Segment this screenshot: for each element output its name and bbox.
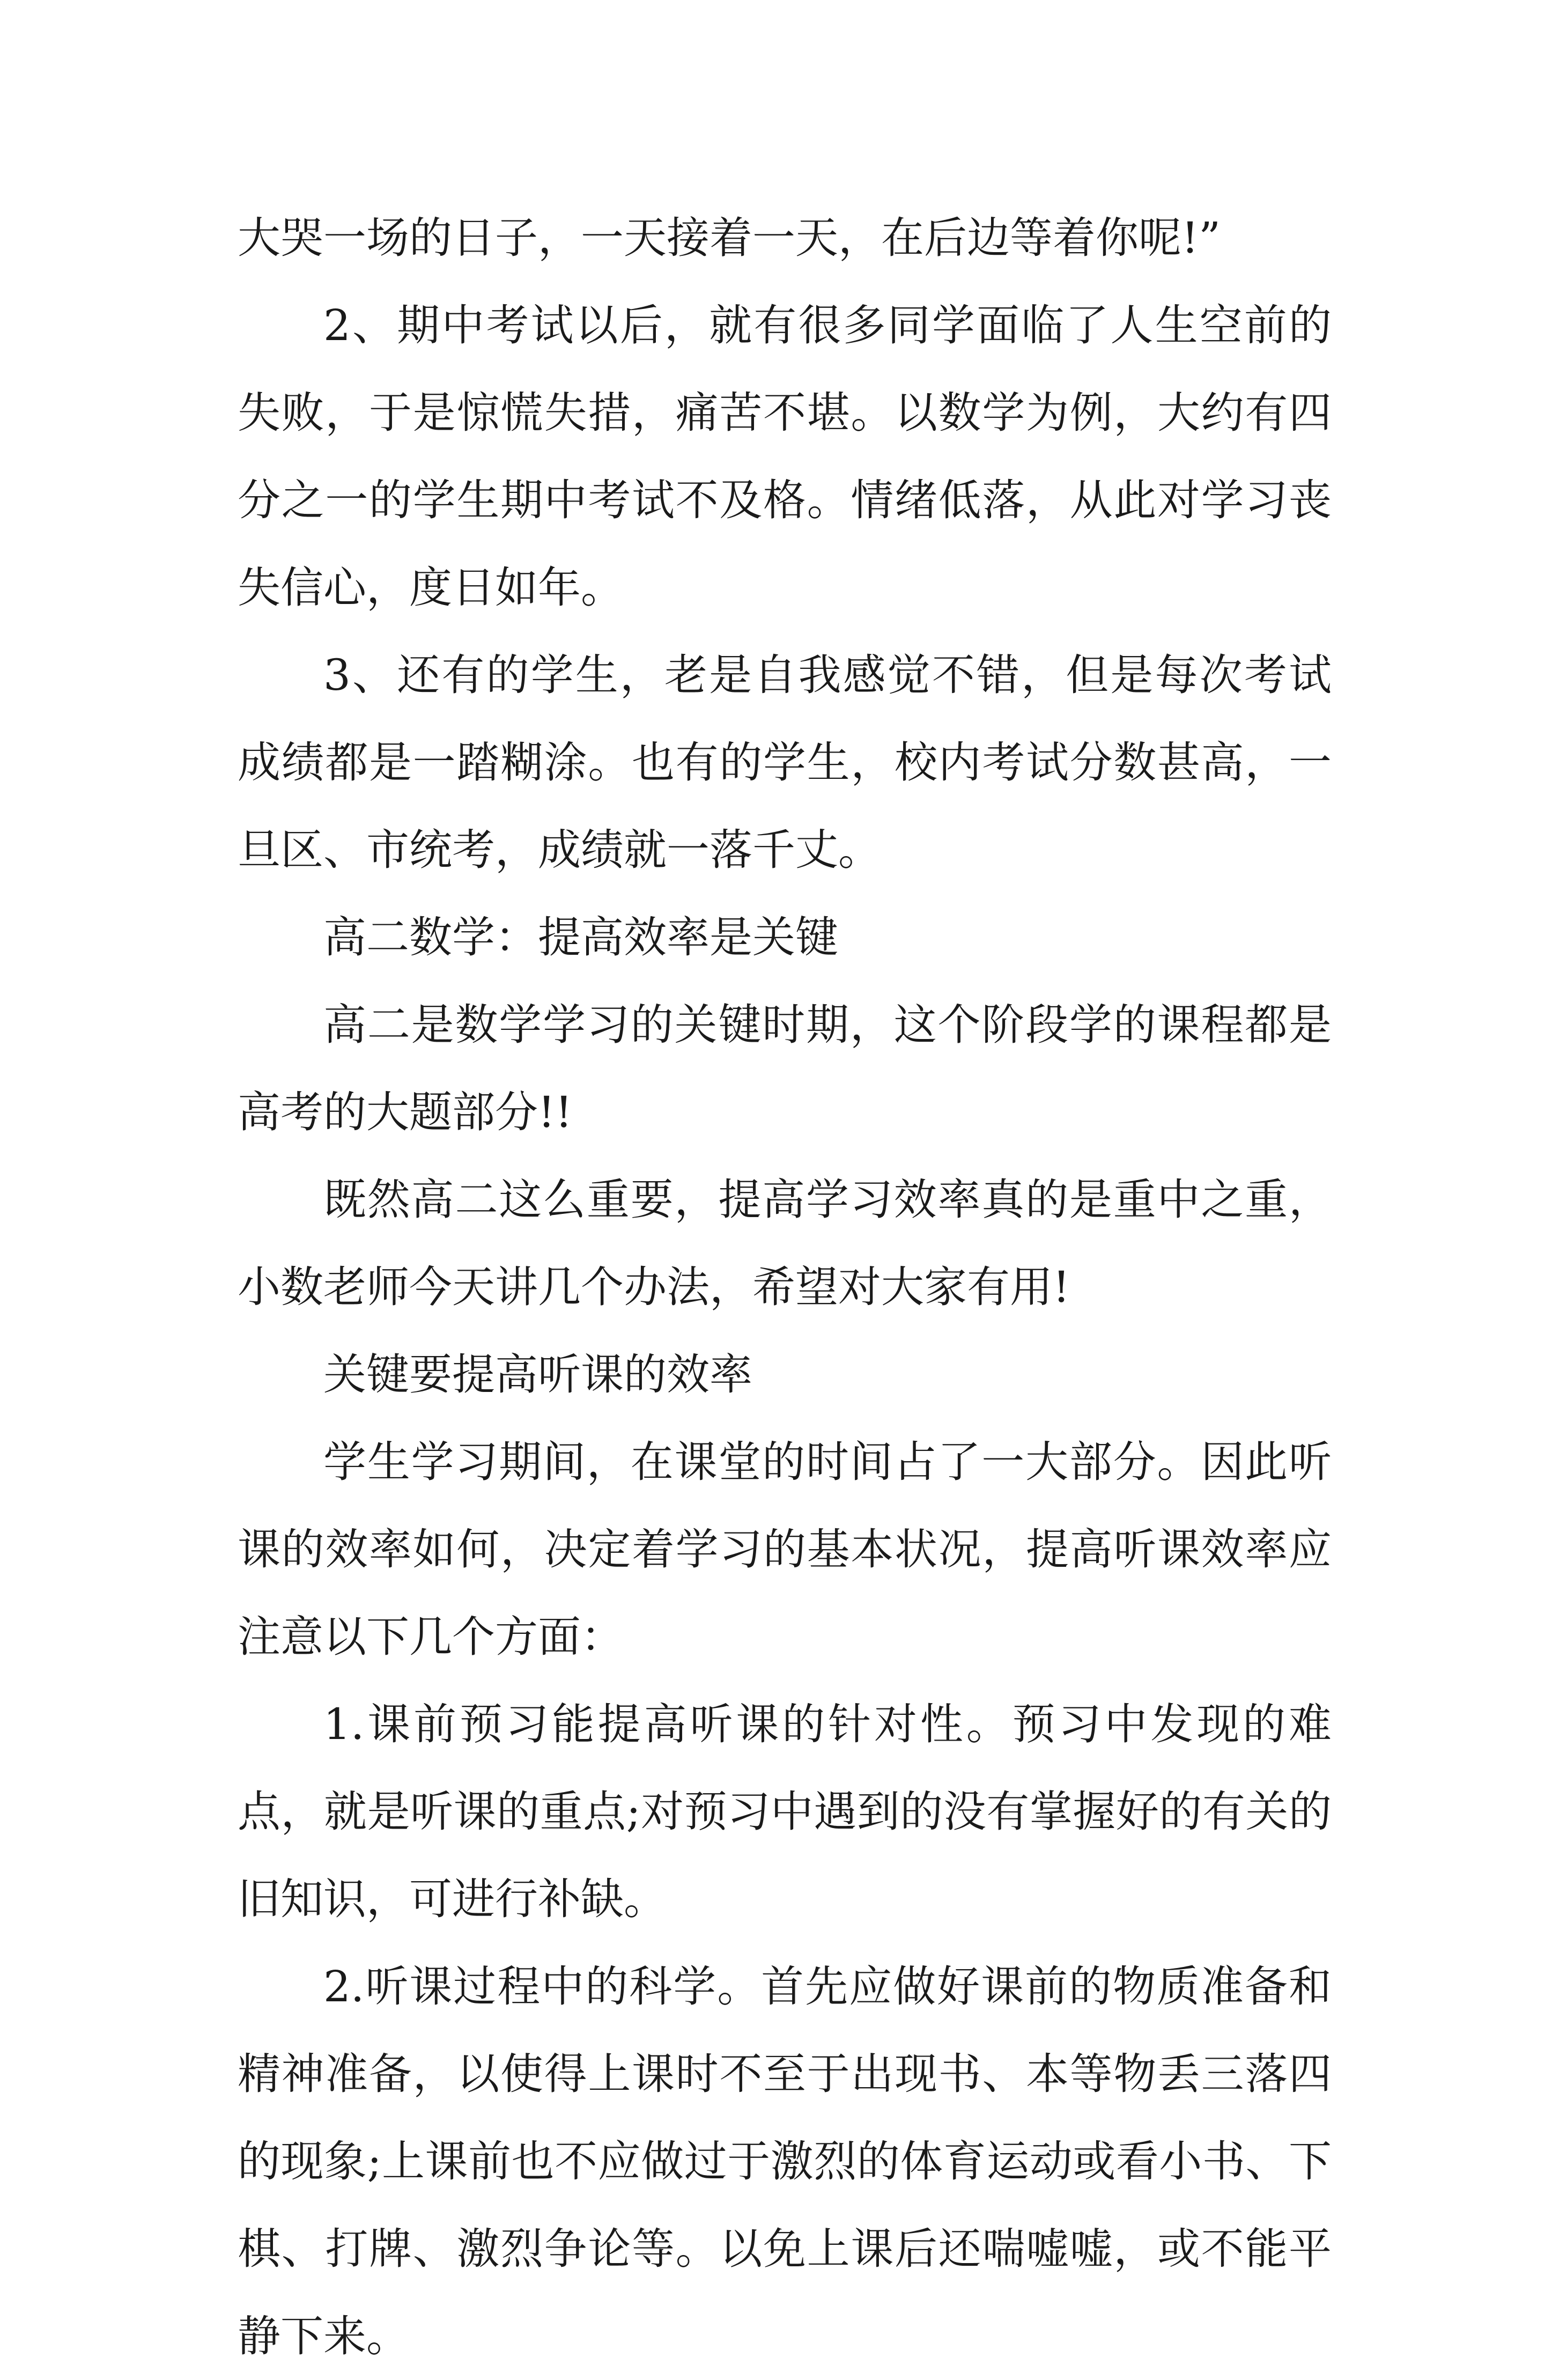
section-heading-listening: 关键要提高听课的效率 xyxy=(323,1350,752,1399)
document-body xyxy=(238,194,1332,2380)
paragraph-classroom-time: 学生学习期间，在课堂的时间占了一大部分。因此听课的效率如何，决定着学习的基本状况，提高听课效率应注意以下几个方面： xyxy=(238,1437,1332,1662)
section-heading-efficiency: 高二数学：提高效率是关键 xyxy=(323,912,838,962)
paragraph-grade-two-key: 高二是数学学习的关键时期，这个阶段学的课程都是高考的大题部分!! xyxy=(238,1000,1332,1137)
paragraph-item-1-preview: 1.课前预习能提高听课的针对性。预习中发现的难点，就是听课的重点;对预习中遇到的没有掌握好的有关的旧知识，可进行补缺。 xyxy=(238,1699,1332,1924)
paragraph-point-2: 2、期中考试以后，就有很多同学面临了人生空前的失败，于是惊慌失措，痛苦不堪。以数学为例，大约有四分之一的学生期中考试不及格。情绪低落，从此对学习丧失信心，度日如年。 xyxy=(238,300,1332,613)
paragraph-continuation: 大哭一场的日子，一天接着一天，在后边等着你呢!” xyxy=(238,213,1221,263)
paragraph-methods-intro: 既然高二这么重要，提高学习效率真的是重中之重，小数老师今天讲几个办法，希望对大家有用! xyxy=(238,1175,1332,1312)
paragraph-item-2-process: 2.听课过程中的科学。首先应做好课前的物质准备和精神准备，以使得上课时不至于出现书、本等物丢三落四的现象;上课前也不应做过于激烈的体育运动或看小书、下棋、打牌、激烈争论等。以免上课后还喘嘘嘘，或不能平静下来。 xyxy=(238,1962,1332,2361)
paragraph-point-3: 3、还有的学生，老是自我感觉不错，但是每次考试成绩都是一踏糊涂。也有的学生，校内考试分数甚高，一旦区、市统考，成绩就一落千丈。 xyxy=(238,650,1332,875)
